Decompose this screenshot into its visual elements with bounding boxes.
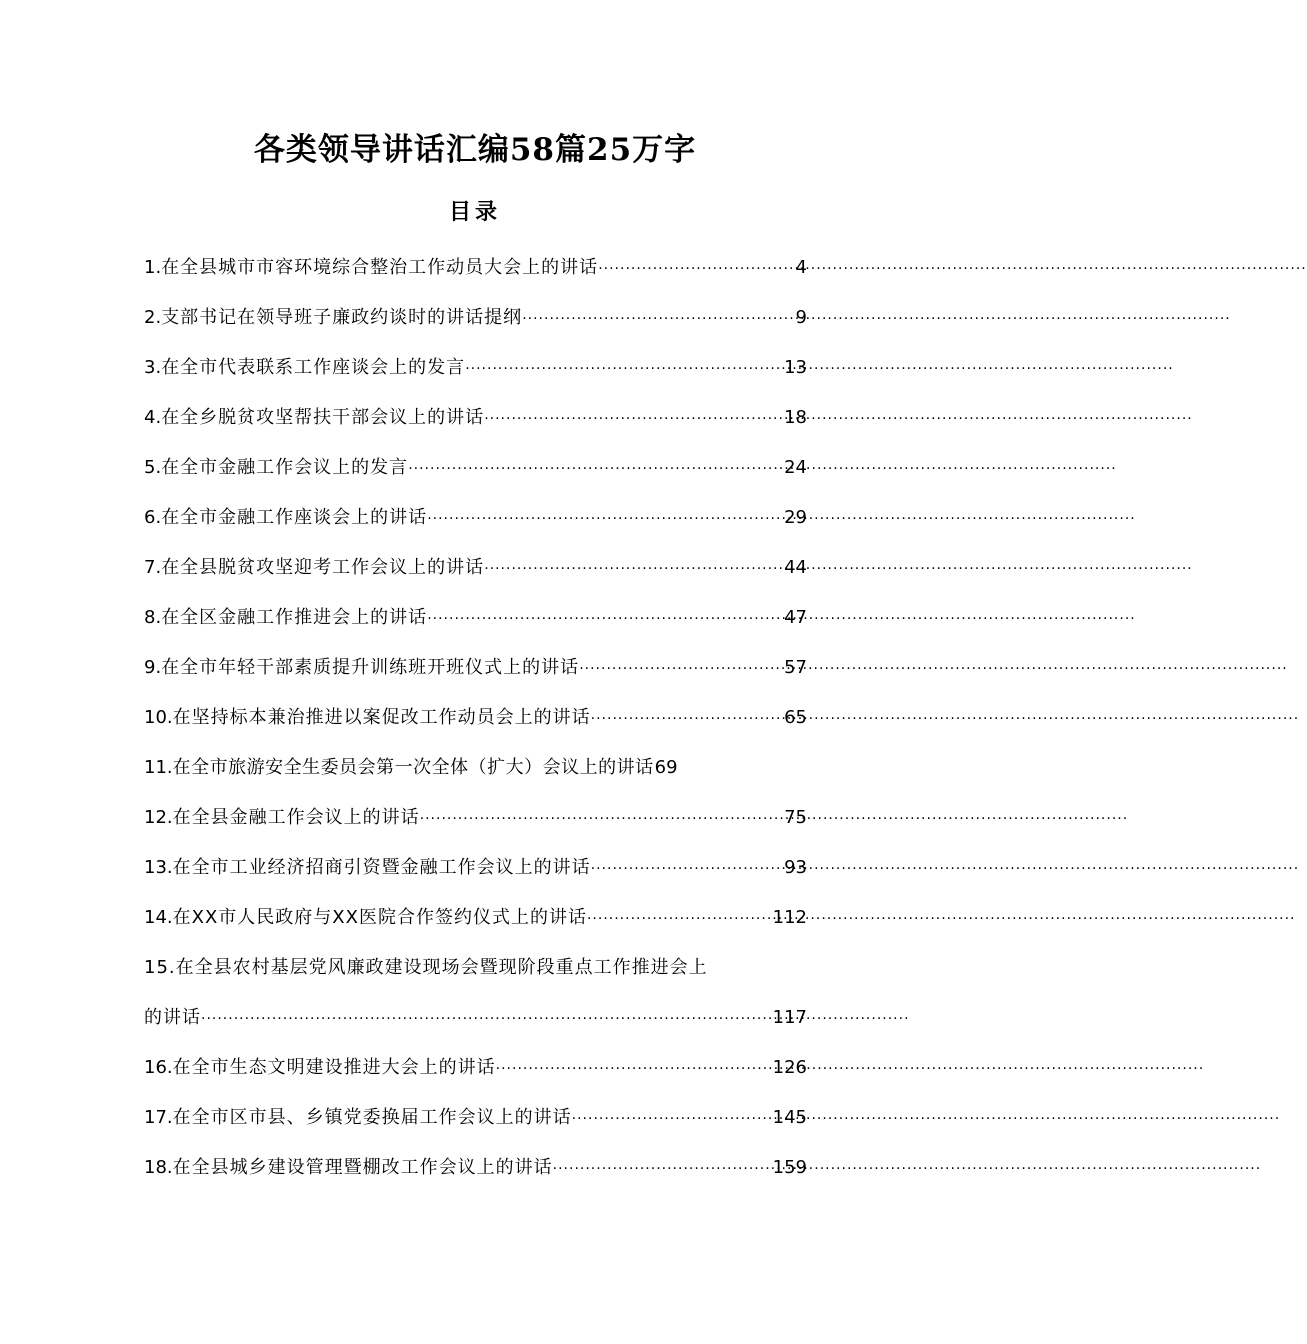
table-of-contents bbox=[144, 243, 807, 1193]
toc-entry-title: 在全市代表联系工作座谈会上的发言 bbox=[161, 357, 466, 378]
toc-entry-title: 支部书记在领导班子廉政约谈时的讲话提纲 bbox=[161, 307, 523, 328]
toc-entry[interactable] bbox=[144, 743, 807, 793]
toc-entry-title: 在XX市人民政府与XX医院合作签约仪式上的讲话 bbox=[172, 907, 587, 928]
toc-entry-page: 13 bbox=[784, 357, 807, 378]
toc-entry-page: 69 bbox=[654, 757, 678, 778]
toc-entry-number: 2. bbox=[144, 307, 162, 328]
toc-entry-number: 12. bbox=[144, 807, 173, 828]
toc-entry-number: 1. bbox=[144, 257, 162, 278]
toc-entry-page: 93 bbox=[784, 857, 807, 878]
toc-entry[interactable] bbox=[144, 843, 807, 893]
toc-entry[interactable] bbox=[144, 243, 807, 293]
toc-entry-page: 112 bbox=[772, 907, 807, 928]
toc-entry-page: 117 bbox=[772, 1007, 807, 1028]
toc-entry-number: 15. bbox=[144, 957, 176, 978]
toc-entry-page: 159 bbox=[772, 1157, 807, 1178]
toc-entry-page: 126 bbox=[772, 1057, 807, 1078]
toc-entry[interactable] bbox=[144, 293, 807, 343]
dot-leader bbox=[484, 394, 783, 444]
toc-entry[interactable] bbox=[144, 643, 807, 693]
dot-leader bbox=[201, 994, 772, 1044]
toc-entry-number: 17. bbox=[144, 1107, 173, 1128]
toc-entry[interactable] bbox=[144, 793, 807, 843]
toc-entry-title: 在坚持标本兼治推进以案促改工作动员会上的讲话 bbox=[172, 707, 591, 728]
toc-entry-page: 57 bbox=[784, 657, 807, 678]
toc-entry-title: 在全乡脱贫攻坚帮扶干部会议上的讲话 bbox=[161, 407, 485, 428]
dot-leader bbox=[591, 844, 783, 894]
toc-entry-title: 在全市金融工作会议上的发言 bbox=[161, 457, 409, 478]
toc-entry-number: 5. bbox=[144, 457, 162, 478]
toc-entry-number: 8. bbox=[144, 607, 162, 628]
dot-leader bbox=[553, 1144, 772, 1194]
toc-entry[interactable] bbox=[144, 1093, 807, 1143]
toc-entry-title: 在全市金融工作座谈会上的讲话 bbox=[161, 507, 428, 528]
dot-leader bbox=[579, 644, 783, 694]
toc-entry-page: 44 bbox=[784, 557, 807, 578]
toc-entry[interactable] bbox=[144, 493, 807, 543]
toc-entry-title: 在全市工业经济招商引资暨金融工作会议上的讲话 bbox=[172, 857, 591, 878]
document-title: 各类领导讲话汇编58篇25万字 bbox=[253, 132, 697, 168]
toc-entry[interactable] bbox=[144, 1043, 807, 1093]
toc-entry-title: 在全区金融工作推进会上的讲话 bbox=[161, 607, 428, 628]
toc-entry-title: 在全县城乡建设管理暨棚改工作会议上的讲话 bbox=[172, 1157, 553, 1178]
toc-entry-number: 13. bbox=[144, 857, 173, 878]
toc-entry-title-continued: 的讲话 bbox=[144, 1007, 201, 1028]
toc-heading: 目录 bbox=[448, 200, 501, 225]
dot-leader bbox=[420, 794, 783, 844]
dot-leader bbox=[587, 894, 772, 944]
toc-entry[interactable] bbox=[144, 343, 807, 393]
toc-entry-title: 在全县脱贫攻坚迎考工作会议上的讲话 bbox=[161, 557, 485, 578]
dot-leader bbox=[496, 1044, 772, 1094]
toc-entry-page: 9 bbox=[795, 307, 807, 328]
toc-entry-page: 65 bbox=[784, 707, 807, 728]
toc-entry-title: 在全市旅游安全生委员会第一次全体（扩大）会议上的讲话 bbox=[172, 757, 654, 778]
toc-entry[interactable] bbox=[144, 443, 807, 493]
toc-entry-page: 18 bbox=[784, 407, 807, 428]
toc-entry-number: 14. bbox=[144, 907, 173, 928]
toc-entry-title: 在全县金融工作会议上的讲话 bbox=[172, 807, 420, 828]
toc-entry-number: 6. bbox=[144, 507, 162, 528]
toc-entry[interactable] bbox=[144, 943, 807, 1043]
toc-entry-title: 在全市生态文明建设推进大会上的讲话 bbox=[172, 1057, 496, 1078]
toc-entry[interactable] bbox=[144, 693, 807, 743]
toc-entry-page: 24 bbox=[784, 457, 807, 478]
toc-entry-title: 在全县农村基层党风廉政建设现场会暨现阶段重点工作推进会上 bbox=[175, 957, 708, 978]
toc-entry[interactable] bbox=[144, 393, 807, 443]
toc-entry[interactable] bbox=[144, 543, 807, 593]
toc-entry-number: 11. bbox=[144, 757, 173, 778]
dot-leader bbox=[522, 294, 794, 344]
toc-entry-number: 3. bbox=[144, 357, 162, 378]
dot-leader bbox=[572, 1094, 772, 1144]
toc-entry-number: 9. bbox=[144, 657, 162, 678]
toc-entry-title: 在全市年轻干部素质提升训练班开班仪式上的讲话 bbox=[161, 657, 580, 678]
dot-leader bbox=[408, 444, 783, 494]
toc-entry-number: 7. bbox=[144, 557, 162, 578]
dot-leader bbox=[484, 544, 783, 594]
toc-entry-page: 4 bbox=[795, 257, 807, 278]
toc-entry-page: 29 bbox=[784, 507, 807, 528]
toc-entry-page: 145 bbox=[772, 1107, 807, 1128]
toc-entry[interactable] bbox=[144, 593, 807, 643]
dot-leader bbox=[465, 344, 783, 394]
toc-entry-number: 16. bbox=[144, 1057, 173, 1078]
dot-leader bbox=[427, 494, 783, 544]
toc-entry-number: 10. bbox=[144, 707, 173, 728]
dot-leader bbox=[427, 594, 783, 644]
toc-entry-title: 在全市区市县、乡镇党委换届工作会议上的讲话 bbox=[172, 1107, 572, 1128]
toc-entry-title: 在全县城市市容环境综合整治工作动员大会上的讲话 bbox=[161, 257, 599, 278]
toc-entry-page: 75 bbox=[784, 807, 807, 828]
toc-entry-number: 18. bbox=[144, 1157, 173, 1178]
toc-entry[interactable] bbox=[144, 893, 807, 943]
dot-leader bbox=[598, 244, 794, 294]
dot-leader bbox=[591, 694, 783, 744]
toc-entry-number: 4. bbox=[144, 407, 162, 428]
toc-entry[interactable] bbox=[144, 1143, 807, 1193]
toc-entry-page: 47 bbox=[784, 607, 807, 628]
